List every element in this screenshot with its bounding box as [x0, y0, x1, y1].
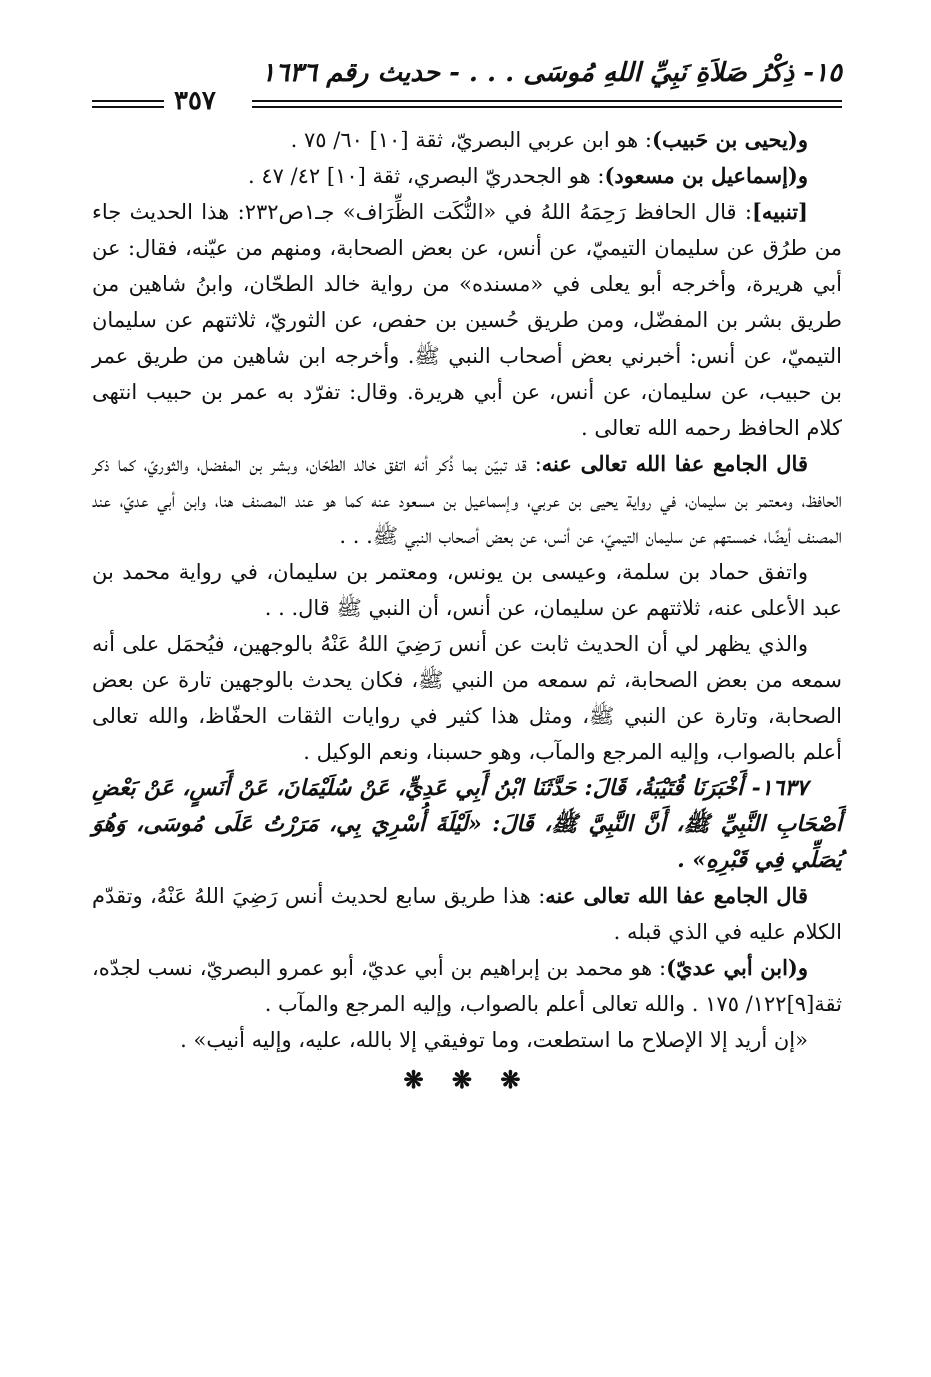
- chapter-title: ١٥- ذِكْرُ صَلاَةِ نَبِيِّ اللهِ مُوسَى . . . - حديث رقم ١٦٣٦: [261, 58, 842, 88]
- narrator-name: و(يحيى بن حَبيب): [652, 127, 808, 152]
- tanbih-label: [تنبيه]: [752, 199, 808, 224]
- compiler-comment: [92, 446, 842, 554]
- tanbih-text: : قال الحافظ رَحِمَهُ اللهُ في «النُّكَت الظِّرَاف» جـ١ص٢٣٢: هذا الحديث جاء من طرُق عن سليمان التيميّ، عن أنس، عن بعض الصحابة، ومنهم من عيّنه، فقال: عن أبي هريرة، وأخرجه أبو يعلى في «مسنده» من رواية خالد الطحّان، وابنُ شاهين من طريق بشر بن المفضّل، ومن طريق حُسين بن حفص، عن الثوريّ، ثلاثتهم عن سليمان التيميّ، عن أنس: أخبرني بعض أصحاب النبي ﷺ. وأخرجه ابن شاهين من طريق عمر بن حبيب، عن سليمان، عن أنس، عن أبي هريرة. وقال: تفرّد به عمر بن حبيب انتهى كلام الحافظ رحمه الله تعالى .: [92, 200, 842, 440]
- narrator-note-yahya: [92, 122, 842, 158]
- agreement-paragraph: [92, 554, 842, 626]
- closing-quote: [92, 1022, 842, 1058]
- compiler-label: قال الجامع عفا الله تعالى عنه: [541, 451, 808, 476]
- narrator-name: و(ابن أبي عديّ): [666, 955, 808, 980]
- page-body: [92, 122, 842, 1098]
- tanbih-paragraph: [92, 194, 842, 446]
- section-separator: ❋ ❋ ❋: [403, 1065, 531, 1094]
- narrator-description: : هو الجحدريّ البصري، ثقة [١٠] ٤٢/ ٤٧ .: [247, 164, 605, 188]
- header-rule-right: [252, 100, 842, 108]
- compiler-comment: [92, 878, 842, 950]
- page-header: [92, 58, 842, 122]
- paragraph-text: واتفق حماد بن سلمة، وعيسى بن يونس، ومعتمر بن سليمان، في رواية محمد بن عبد الأعلى عنه، ثلاثتهم عن سليمان، عن أنس، أن النبي ﷺ قال. . .: [92, 560, 842, 620]
- compiler-label: قال الجامع عفا الله تعالى عنه: [545, 883, 808, 908]
- narrator-note-ismail: [92, 158, 842, 194]
- narrator-name: و(إسماعيل بن مسعود): [604, 163, 808, 188]
- narrator-description: : هو محمد بن إبراهيم بن أبي عديّ، أبو عمرو البصريّ، نسب لجدّه، ثقة[٩]١٢٢/ ١٧٥ . والله تعالى أعلم بالصواب، وإليه المرجع والمآب .: [92, 956, 842, 1016]
- compiler-text: : هذا طريق سابع لحديث أنس رَضِيَ اللهُ عَنْهُ، وتقدّم الكلام عليه في الذي قبله .: [92, 884, 842, 944]
- paragraph-text: «إن أريد إلا الإصلاح ما استطعت، وما توفيقي إلا بالله، عليه، وإليه أنيب» .: [180, 1028, 808, 1052]
- compiler-text: : قد تبيّن بما ذُكر أنه اتفق خالد الطحّان، وبشر بن المفضل، والثوريّ، كما ذكر الحافظ، ومعتمر بن سليمان، في رواية يحيى بن عربي، وإسماعيل بن مسعود عنه كما هو عند المصنف هنا، وابن أبي عديّ، عند المصنف أيضًا، خمستهم عن سليمان التيميّ، عن أنس، عن بعض أصحاب النبي ﷺ. . .: [92, 452, 842, 548]
- narrator-description: : هو ابن عربي البصريّ، ثقة [١٠] ٦٠/ ٧٥ .: [290, 128, 653, 152]
- hadith-1637: ١٦٣٧- أَخْبَرَنَا قُتَيْبَةُ، قَالَ: حَدَّثَنَا ابْنُ أَبِي عَدِيٍّ، عَنْ سُلَيْمَانَ، عَنْ أَنَسٍ، عَنْ بَعْضِ أَصْحَابِ النَّبِيِّ ﷺ، أَنَّ النَّبِيَّ ﷺ، قَالَ: «لَيْلَةَ أُسْرِيَ بِي، مَرَرْتُ عَلَى مُوسَى، وَهُوَ يُصَلِّي فِي قَبْرِهِ» .: [92, 775, 842, 873]
- header-rule-left: [92, 100, 164, 108]
- paragraph-text: والذي يظهر لي أن الحديث ثابت عن أنس رَضِيَ اللهُ عَنْهُ بالوجهين، فيُحمَل على أنه سمعه من بعض الصحابة، ثم سمعه من النبي ﷺ، فكان يحدث بالوجهين تارة عن بعض الصحابة، وتارة عن النبي ﷺ، ومثل هذا كثير في روايات الثقات الحفّاظ، والله تعالى أعلم بالصواب، وإليه المرجع والمآب، وهو حسبنا، ونعم الوكيل .: [92, 632, 842, 764]
- page: [92, 58, 842, 1098]
- conclusion-paragraph: [92, 626, 842, 770]
- page-number: ٣٥٧: [174, 86, 216, 116]
- narrator-note-ibn-abi-adi: [92, 950, 842, 1022]
